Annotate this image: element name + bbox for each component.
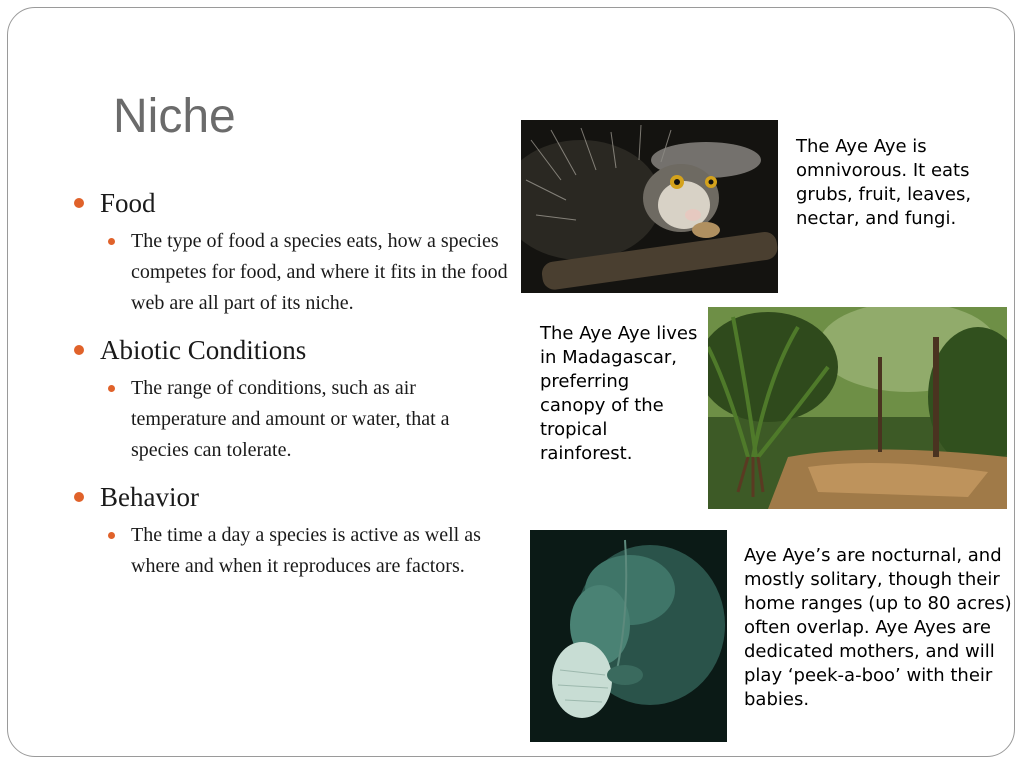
sub-bullet-dot-icon	[108, 385, 115, 392]
bullet-detail: The time a day a species is active as well as where and when it reproduces are factors.	[131, 524, 481, 577]
sub-bullet-behavior	[104, 520, 512, 582]
madagascar-rainforest-photo	[708, 307, 1007, 509]
aye-aye-on-branch-photo	[521, 120, 778, 293]
bullet-abiotic-conditions	[72, 333, 512, 367]
bullet-dot-icon	[74, 345, 84, 355]
bullet-food	[72, 186, 512, 220]
bullet-list	[72, 186, 512, 596]
sub-bullet-dot-icon	[108, 532, 115, 539]
bullet-dot-icon	[74, 198, 84, 208]
behavior-caption: Aye Aye’s are nocturnal, and mostly solitary, though their home ranges (up to 80 acres) often overlap. Aye Ayes are dedicated mothers, and will play ‘peek-a-boo’ with their babies.	[744, 545, 1012, 710]
bullet-heading: Food	[100, 188, 156, 218]
bullet-heading: Behavior	[100, 482, 199, 512]
sub-bullet-abiotic-conditions	[104, 373, 512, 466]
diet-caption: The Aye Aye is omnivorous. It eats grubs, fruit, leaves, nectar, and fungi.	[796, 136, 972, 229]
bullet-detail: The type of food a species eats, how a species competes for food, and where it fits in the food web are all part of its niche.	[131, 230, 508, 314]
sub-bullet-food	[104, 226, 512, 319]
bullet-heading: Abiotic Conditions	[100, 335, 307, 365]
bullet-dot-icon	[74, 492, 84, 502]
sub-bullet-dot-icon	[108, 238, 115, 245]
habitat-caption: The Aye Aye lives in Madagascar, preferring canopy of the tropical rainforest.	[540, 323, 698, 464]
bullet-behavior	[72, 480, 512, 514]
slide-title: Niche	[113, 90, 236, 143]
bullet-detail: The range of conditions, such as air temperature and amount or water, that a species can tolerate.	[131, 377, 450, 461]
aye-aye-night-vision-photo	[530, 530, 727, 742]
